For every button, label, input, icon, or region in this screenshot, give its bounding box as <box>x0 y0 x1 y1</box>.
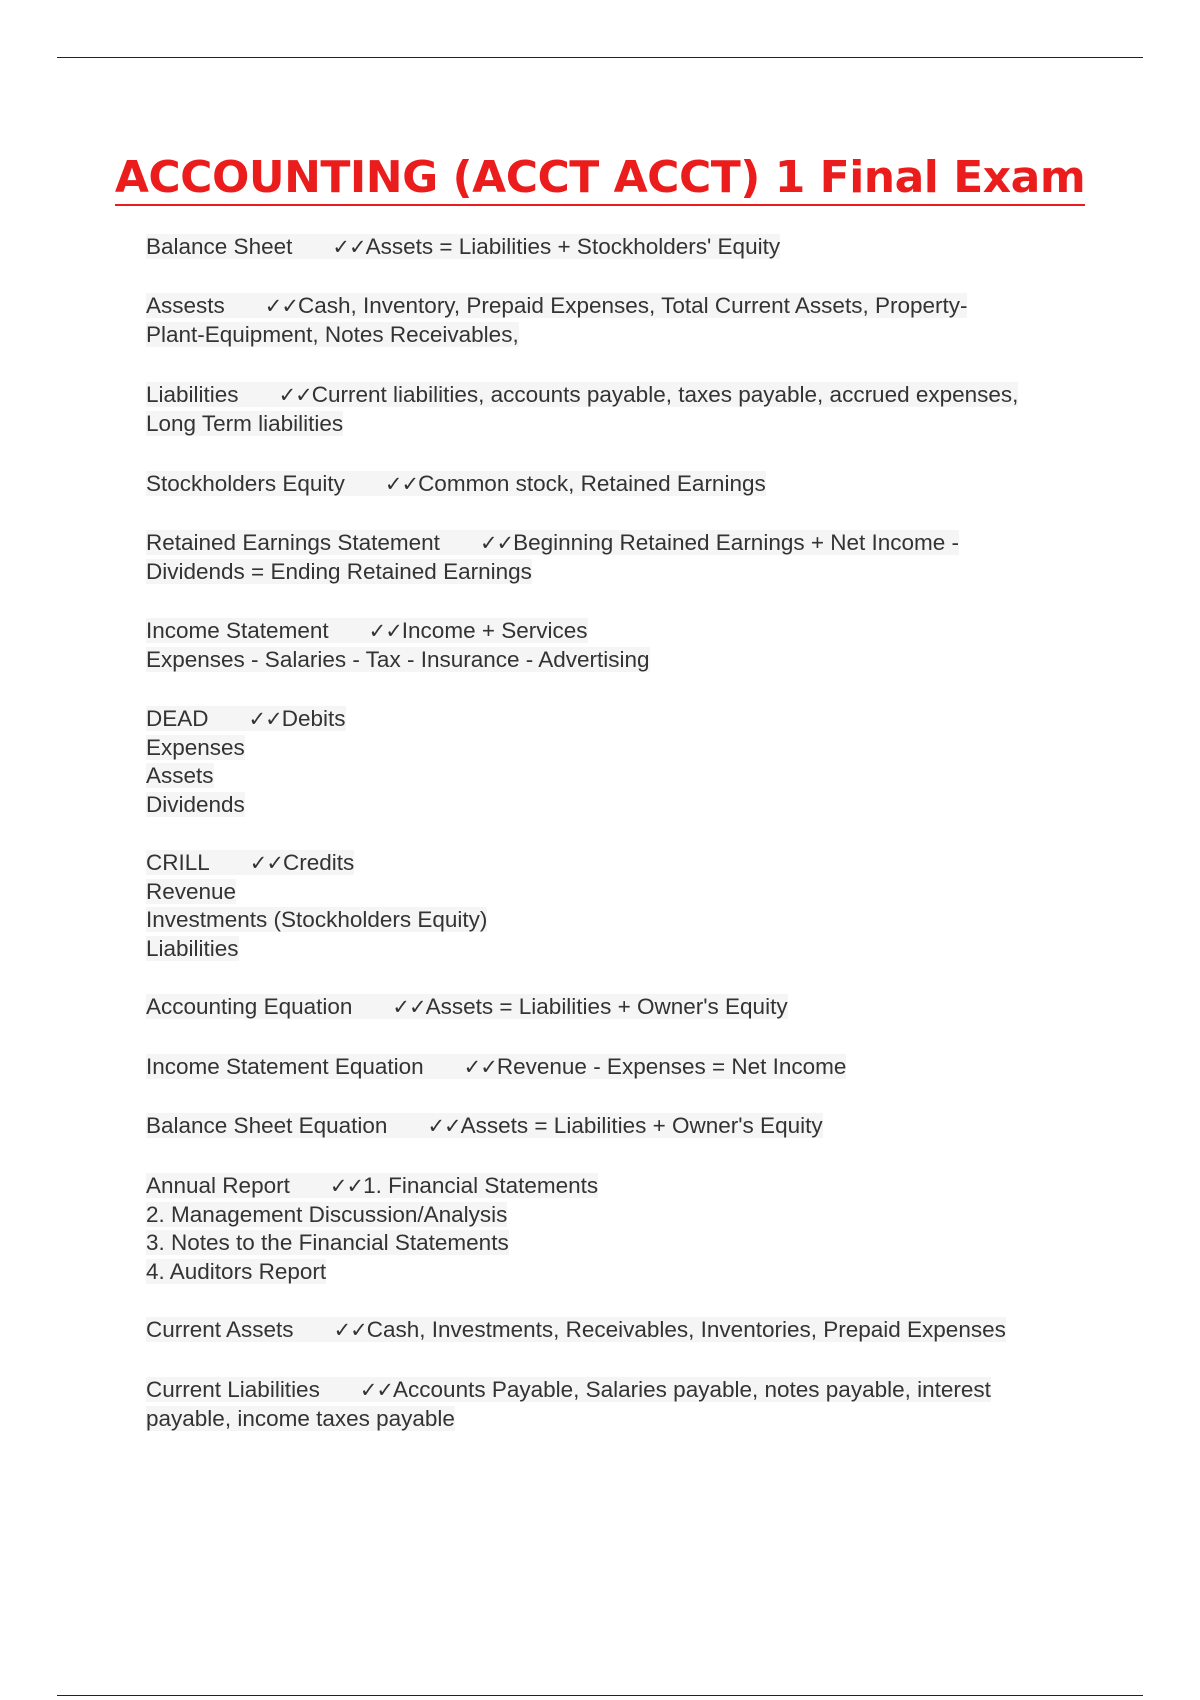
card-term: Assests <box>146 293 225 318</box>
card-answer-line: Liabilities <box>146 935 239 961</box>
card-answer-line: Cash, Inventory, Prepaid Expenses, Total Current Assets, Property- <box>297 293 968 318</box>
card-answer-line: Income + Services <box>401 618 588 643</box>
card-answer-line: 1. Financial Statements <box>363 1173 599 1198</box>
card-term: Income Statement Equation <box>146 1054 424 1079</box>
card-term: Income Statement <box>146 618 329 643</box>
check-icon: ✓✓ <box>264 294 298 318</box>
flashcard-income-statement-equation <box>146 1053 1086 1082</box>
card-answer-line: Assets = Liabilities + Owner's Equity <box>425 994 788 1019</box>
flashcard-balance-sheet <box>146 233 1086 262</box>
card-answer-line: Cash, Investments, Receivables, Inventories, Prepaid Expenses <box>366 1317 1006 1342</box>
check-icon: ✓✓ <box>278 383 312 407</box>
card-term: Annual Report <box>146 1173 290 1198</box>
check-icon: ✓✓ <box>249 851 283 875</box>
card-answer-line: Dividends <box>146 791 245 817</box>
card-term: Balance Sheet <box>146 234 293 259</box>
card-answer-line: Plant-Equipment, Notes Receivables, <box>146 321 519 347</box>
page-title-text: ACCOUNTING (ACCT ACCT) 1 Final Exam <box>115 152 1085 206</box>
card-answer-line: Revenue <box>146 878 237 904</box>
check-icon: ✓✓ <box>368 619 402 643</box>
flashcard-annual-report <box>146 1172 1086 1286</box>
card-term: CRILL <box>146 850 210 875</box>
header-rule <box>57 57 1143 58</box>
flashcard-income-statement <box>146 617 1086 674</box>
check-icon: ✓✓ <box>392 995 426 1019</box>
card-answer-line: Current liabilities, accounts payable, taxes payable, accrued expenses, <box>311 382 1019 407</box>
card-answer-line: Expenses <box>146 734 245 760</box>
card-answer-line: Assets = Liabilities + Stockholders' Equity <box>365 234 781 259</box>
card-term: Accounting Equation <box>146 994 353 1019</box>
card-answer-line: Assets = Liabilities + Owner's Equity <box>460 1113 823 1138</box>
flashcard-stockholders-equity <box>146 470 1086 499</box>
card-answer-line: Debits <box>281 706 346 731</box>
card-answer-line: Beginning Retained Earnings + Net Income - <box>513 530 960 555</box>
flashcard-assests <box>146 292 1086 349</box>
check-icon: ✓✓ <box>359 1378 394 1402</box>
flashcard-current-assets <box>146 1316 1086 1345</box>
check-icon: ✓✓ <box>329 1174 364 1198</box>
check-icon: ✓✓ <box>427 1114 461 1138</box>
footer-rule <box>57 1695 1143 1696</box>
flashcard-accounting-equation <box>146 993 1086 1022</box>
flashcard-balance-sheet-equation <box>146 1112 1086 1141</box>
check-icon: ✓✓ <box>332 235 366 259</box>
card-answer-line: Credits <box>282 850 355 875</box>
card-answer-line: Long Term liabilities <box>146 410 344 436</box>
check-icon: ✓✓ <box>248 707 282 731</box>
card-answer-line: payable, income taxes payable <box>146 1405 455 1431</box>
card-answer-line: Revenue - Expenses = Net Income <box>496 1054 847 1079</box>
card-term: Stockholders Equity <box>146 471 345 496</box>
card-term: Balance Sheet Equation <box>146 1113 388 1138</box>
card-answer-line: Dividends = Ending Retained Earnings <box>146 558 532 584</box>
card-answer-line: Expenses - Salaries - Tax - Insurance - Advertising <box>146 646 650 672</box>
card-answer-line: Investments (Stockholders Equity) <box>146 907 488 932</box>
flashcard-dead <box>146 705 1086 819</box>
check-icon: ✓✓ <box>384 472 419 496</box>
card-answer-line: 4. Auditors Report <box>146 1258 327 1284</box>
card-answer-line: 2. Management Discussion/Analysis <box>146 1201 508 1227</box>
check-icon: ✓✓ <box>333 1318 367 1342</box>
card-answer-line: Assets <box>146 763 214 788</box>
card-term: DEAD <box>146 706 209 731</box>
check-icon: ✓✓ <box>463 1055 497 1079</box>
flashcard-liabilities <box>146 381 1086 438</box>
check-icon: ✓✓ <box>479 531 514 555</box>
card-answer-line: 3. Notes to the Financial Statements <box>146 1230 509 1255</box>
card-term: Current Liabilities <box>146 1377 320 1402</box>
card-term: Current Assets <box>146 1317 294 1342</box>
flashcard-retained-earnings-statement <box>146 529 1086 586</box>
card-answer-line: Accounts Payable, Salaries payable, notes payable, interest <box>393 1377 991 1402</box>
card-term: Retained Earnings Statement <box>146 530 440 555</box>
card-answer-line: Common stock, Retained Earnings <box>418 471 766 496</box>
card-term: Liabilities <box>146 382 239 407</box>
flashcard-crill <box>146 849 1086 963</box>
flashcard-current-liabilities <box>146 1376 1086 1433</box>
page-title <box>0 148 1200 208</box>
